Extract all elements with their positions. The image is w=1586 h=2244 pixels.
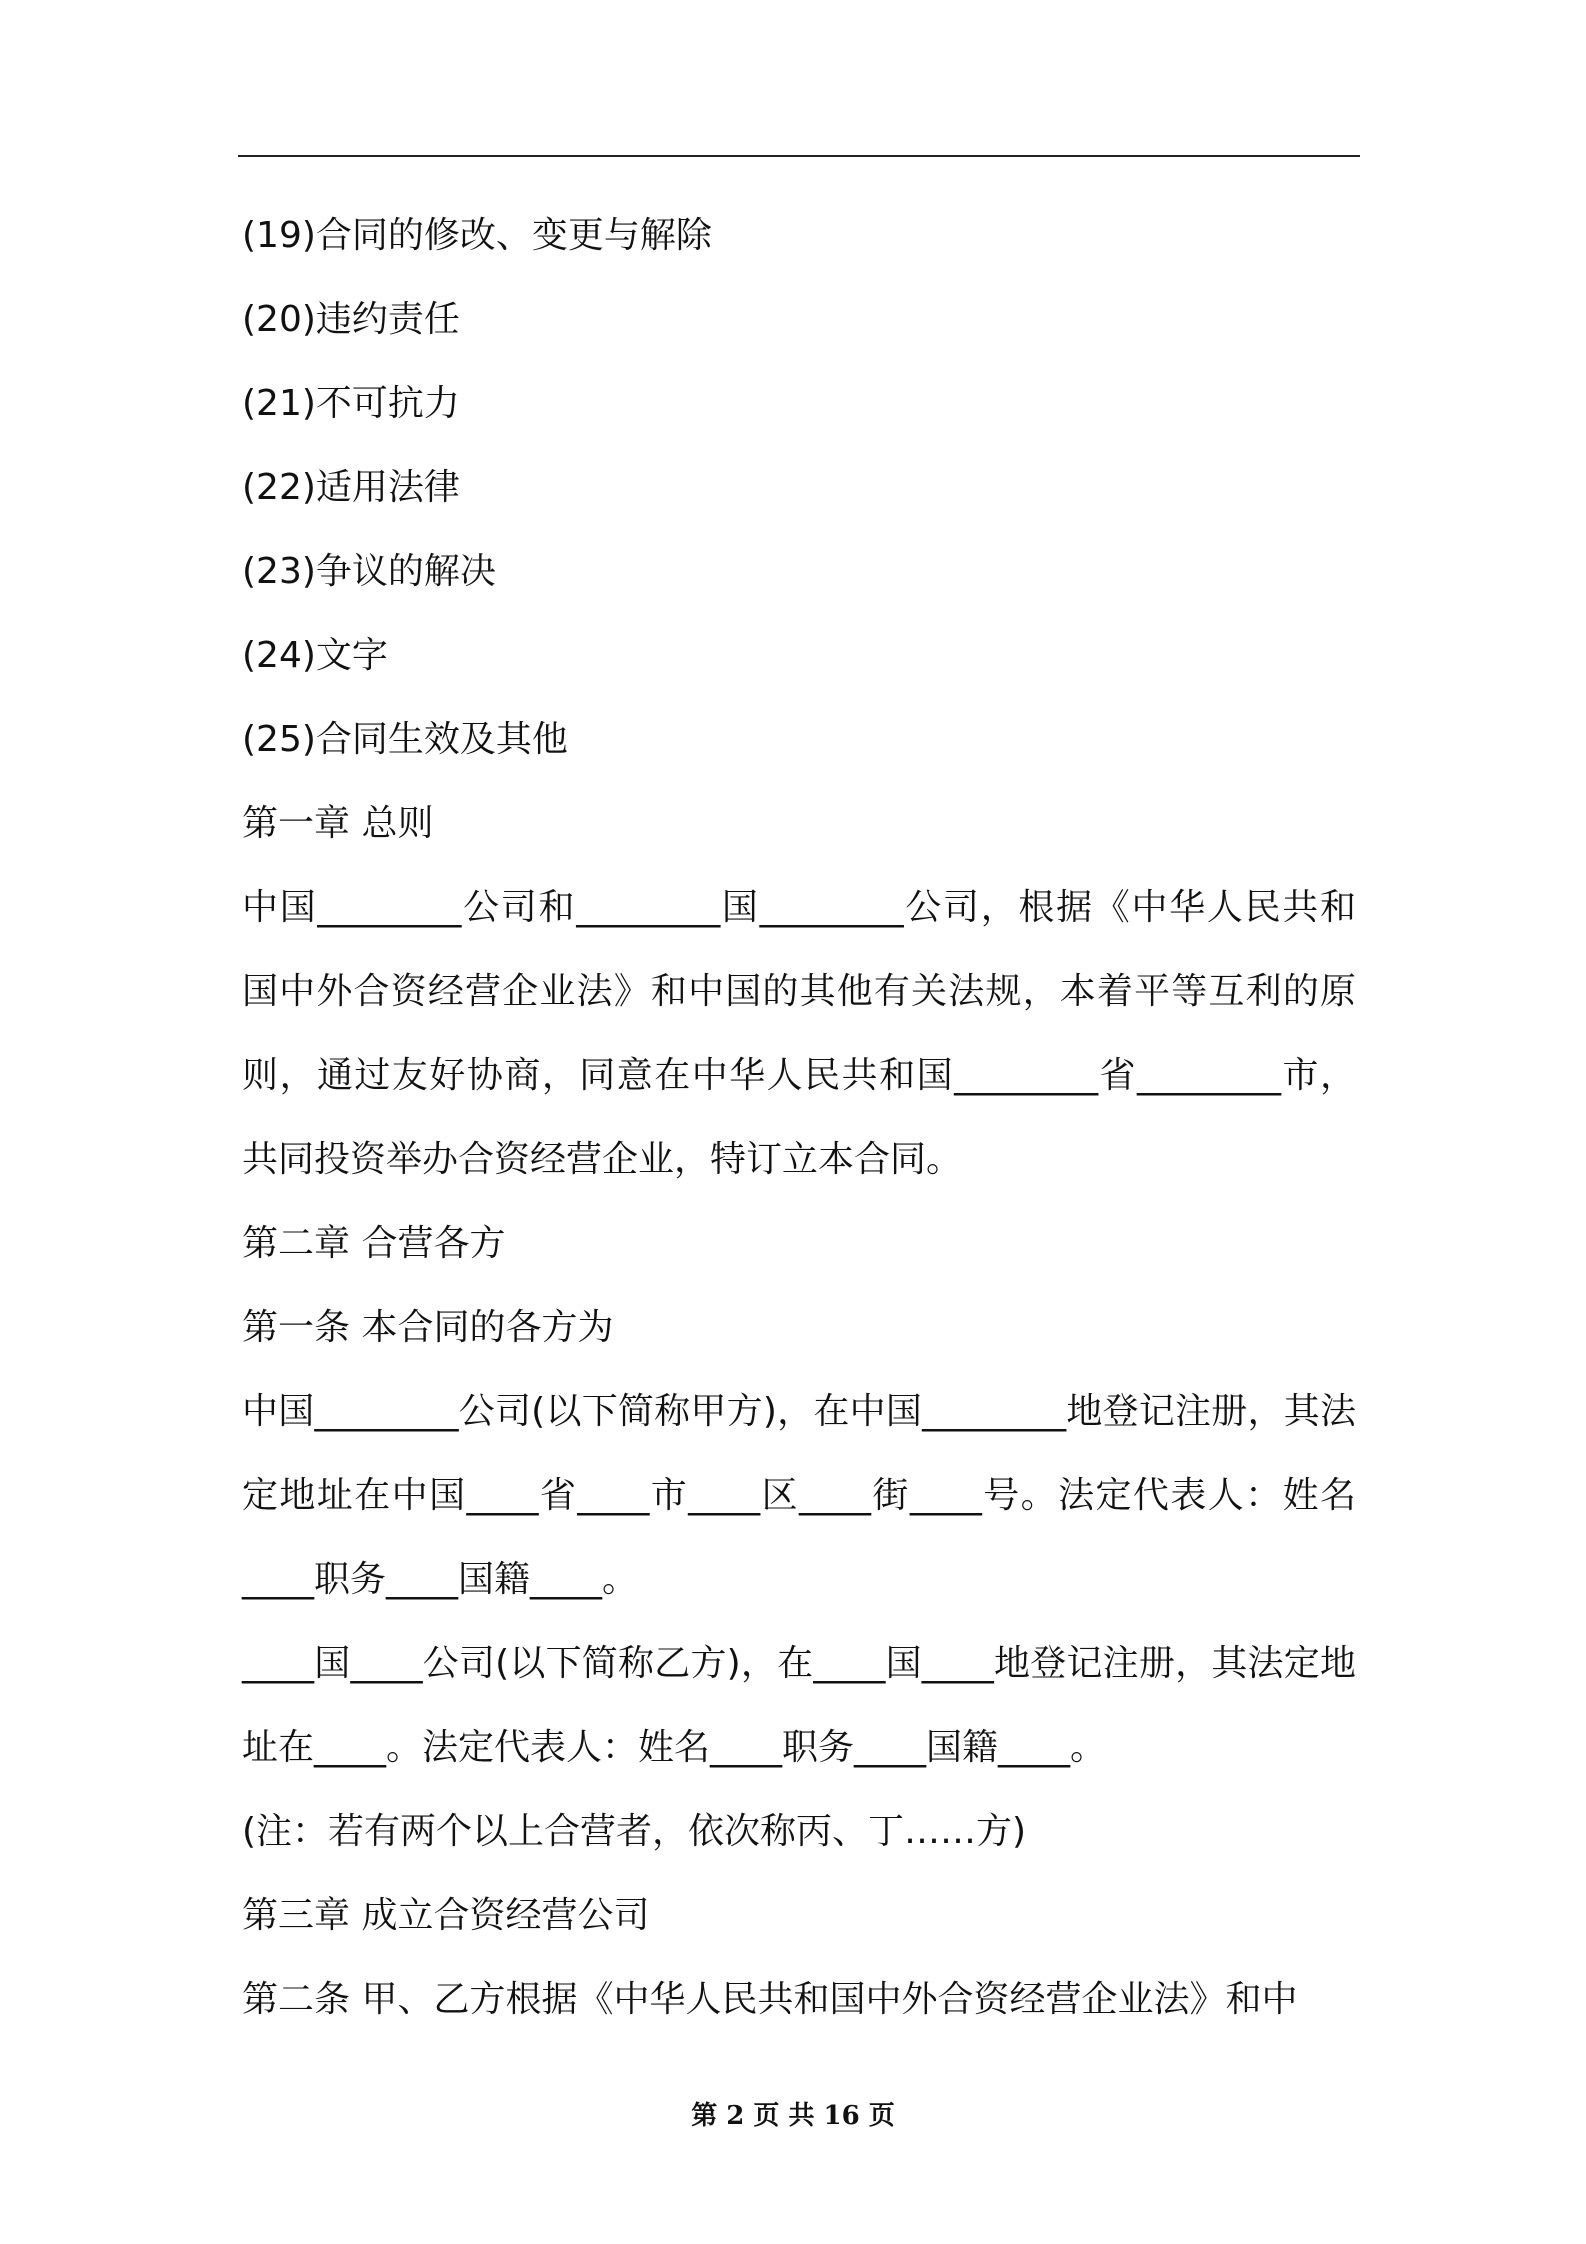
chapter-3-heading: 第三章 成立合资经营公司 [242, 1895, 650, 1936]
chapter-1-heading: 第一章 总则 [242, 803, 434, 844]
toc-item-19: (19)合同的修改、变更与解除 [242, 215, 712, 256]
page-number-footer: 第 2 页 共 16 页 [691, 2101, 895, 2131]
toc-item-21: (21)不可抗力 [242, 383, 460, 424]
note-line: (注：若有两个以上合营者，依次称丙、丁……方) [242, 1811, 1027, 1852]
toc-item-23: (23)争议的解决 [242, 551, 496, 592]
chapter-2-heading: 第二章 合营各方 [242, 1223, 506, 1264]
toc-item-20: (20)违约责任 [242, 299, 460, 340]
toc-item-24: (24)文字 [242, 635, 388, 676]
document-body [242, 194, 1356, 2042]
header-divider [238, 155, 1360, 157]
party-a-paragraph: 中国________公司(以下简称甲方)，在中国________地登记注册，其法定地址在中国____省____市____区____街____号。法定代表人：姓名____职务____国籍____。 [242, 1391, 1356, 1600]
article-1-heading: 第一条 本合同的各方为 [242, 1307, 614, 1348]
article-2-line: 第二条 甲、乙方根据《中华人民共和国中外合资经营企业法》和中 [242, 1979, 1298, 2020]
toc-item-22: (22)适用法律 [242, 467, 460, 508]
preamble-paragraph: 中国________公司和________国________公司，根据《中华人民共和国中外合资经营企业法》和中国的其他有关法规，本着平等互利的原则，通过友好协商，同意在中华人民共和国________省________市，共同投资举办合资经营企业，特订立本合同。 [242, 887, 1356, 1180]
toc-item-25: (25)合同生效及其他 [242, 719, 568, 760]
party-b-paragraph: ____国____公司(以下简称乙方)，在____国____地登记注册，其法定地址在____。法定代表人：姓名____职务____国籍____。 [242, 1643, 1356, 1768]
